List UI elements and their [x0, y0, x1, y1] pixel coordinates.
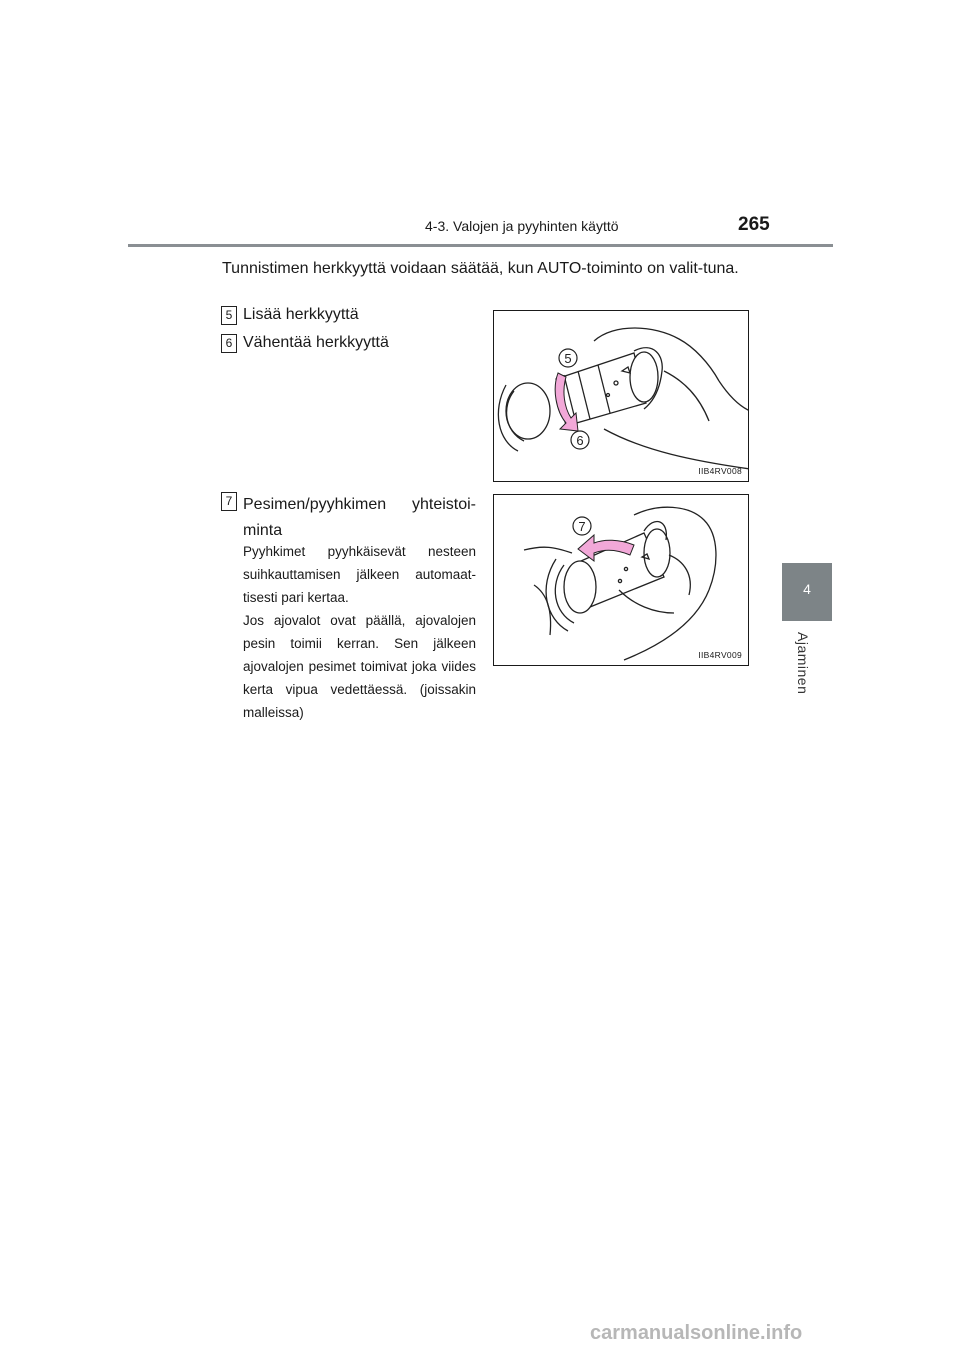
- figure-washer-wiper: [493, 494, 749, 666]
- watermark: carmanualsonline.info: [590, 1322, 803, 1344]
- figure-sensitivity-dial: [493, 310, 749, 482]
- item-title: Vähentää herkkyyttä: [243, 334, 389, 351]
- chapter-tab: [782, 563, 832, 621]
- callout-6: [571, 431, 589, 449]
- wiper-lever-illustration: [494, 495, 749, 666]
- header-divider: [128, 244, 833, 247]
- item-title: minta: [243, 522, 283, 539]
- callout-7: [573, 517, 591, 535]
- page-number: 265: [738, 214, 770, 235]
- item-title: Lisää herkkyyttä: [243, 306, 359, 323]
- item-description: Pyyhkimet pyyhkäisevät nesteen suihkauttamisen jälkeen automaat-tisesti pari kertaa.: [243, 544, 476, 605]
- callout-5: [559, 349, 577, 367]
- chapter-label: Ajaminen: [795, 632, 811, 695]
- svg-text:6: 6: [576, 433, 584, 448]
- item-marker: 7: [221, 492, 237, 511]
- item-title: Pesimen/pyyhkimen yhteistoi-: [243, 496, 476, 513]
- svg-text:5: 5: [564, 351, 572, 366]
- svg-text:7: 7: [578, 519, 586, 534]
- item-marker: 6: [221, 334, 237, 353]
- figure-code: IIB4RV008: [698, 466, 742, 476]
- item-marker: 5: [221, 306, 237, 325]
- figure-code: IIB4RV009: [698, 650, 742, 660]
- intro-paragraph: Tunnistimen herkkyyttä voidaan säätää, kun AUTO-toiminto on valit-tuna.: [222, 260, 739, 277]
- chapter-number: 4: [803, 581, 811, 597]
- wiper-lever-illustration: [494, 311, 749, 482]
- section-title: 4-3. Valojen ja pyyhinten käyttö: [425, 218, 619, 234]
- item-description: Jos ajovalot ovat päällä, ajovalojen pesin toimii kerran. Sen jälkeen ajovalojen pesimet toimivat joka viides kerta vipua vedettäessä. (joissakin malleissa): [243, 613, 476, 720]
